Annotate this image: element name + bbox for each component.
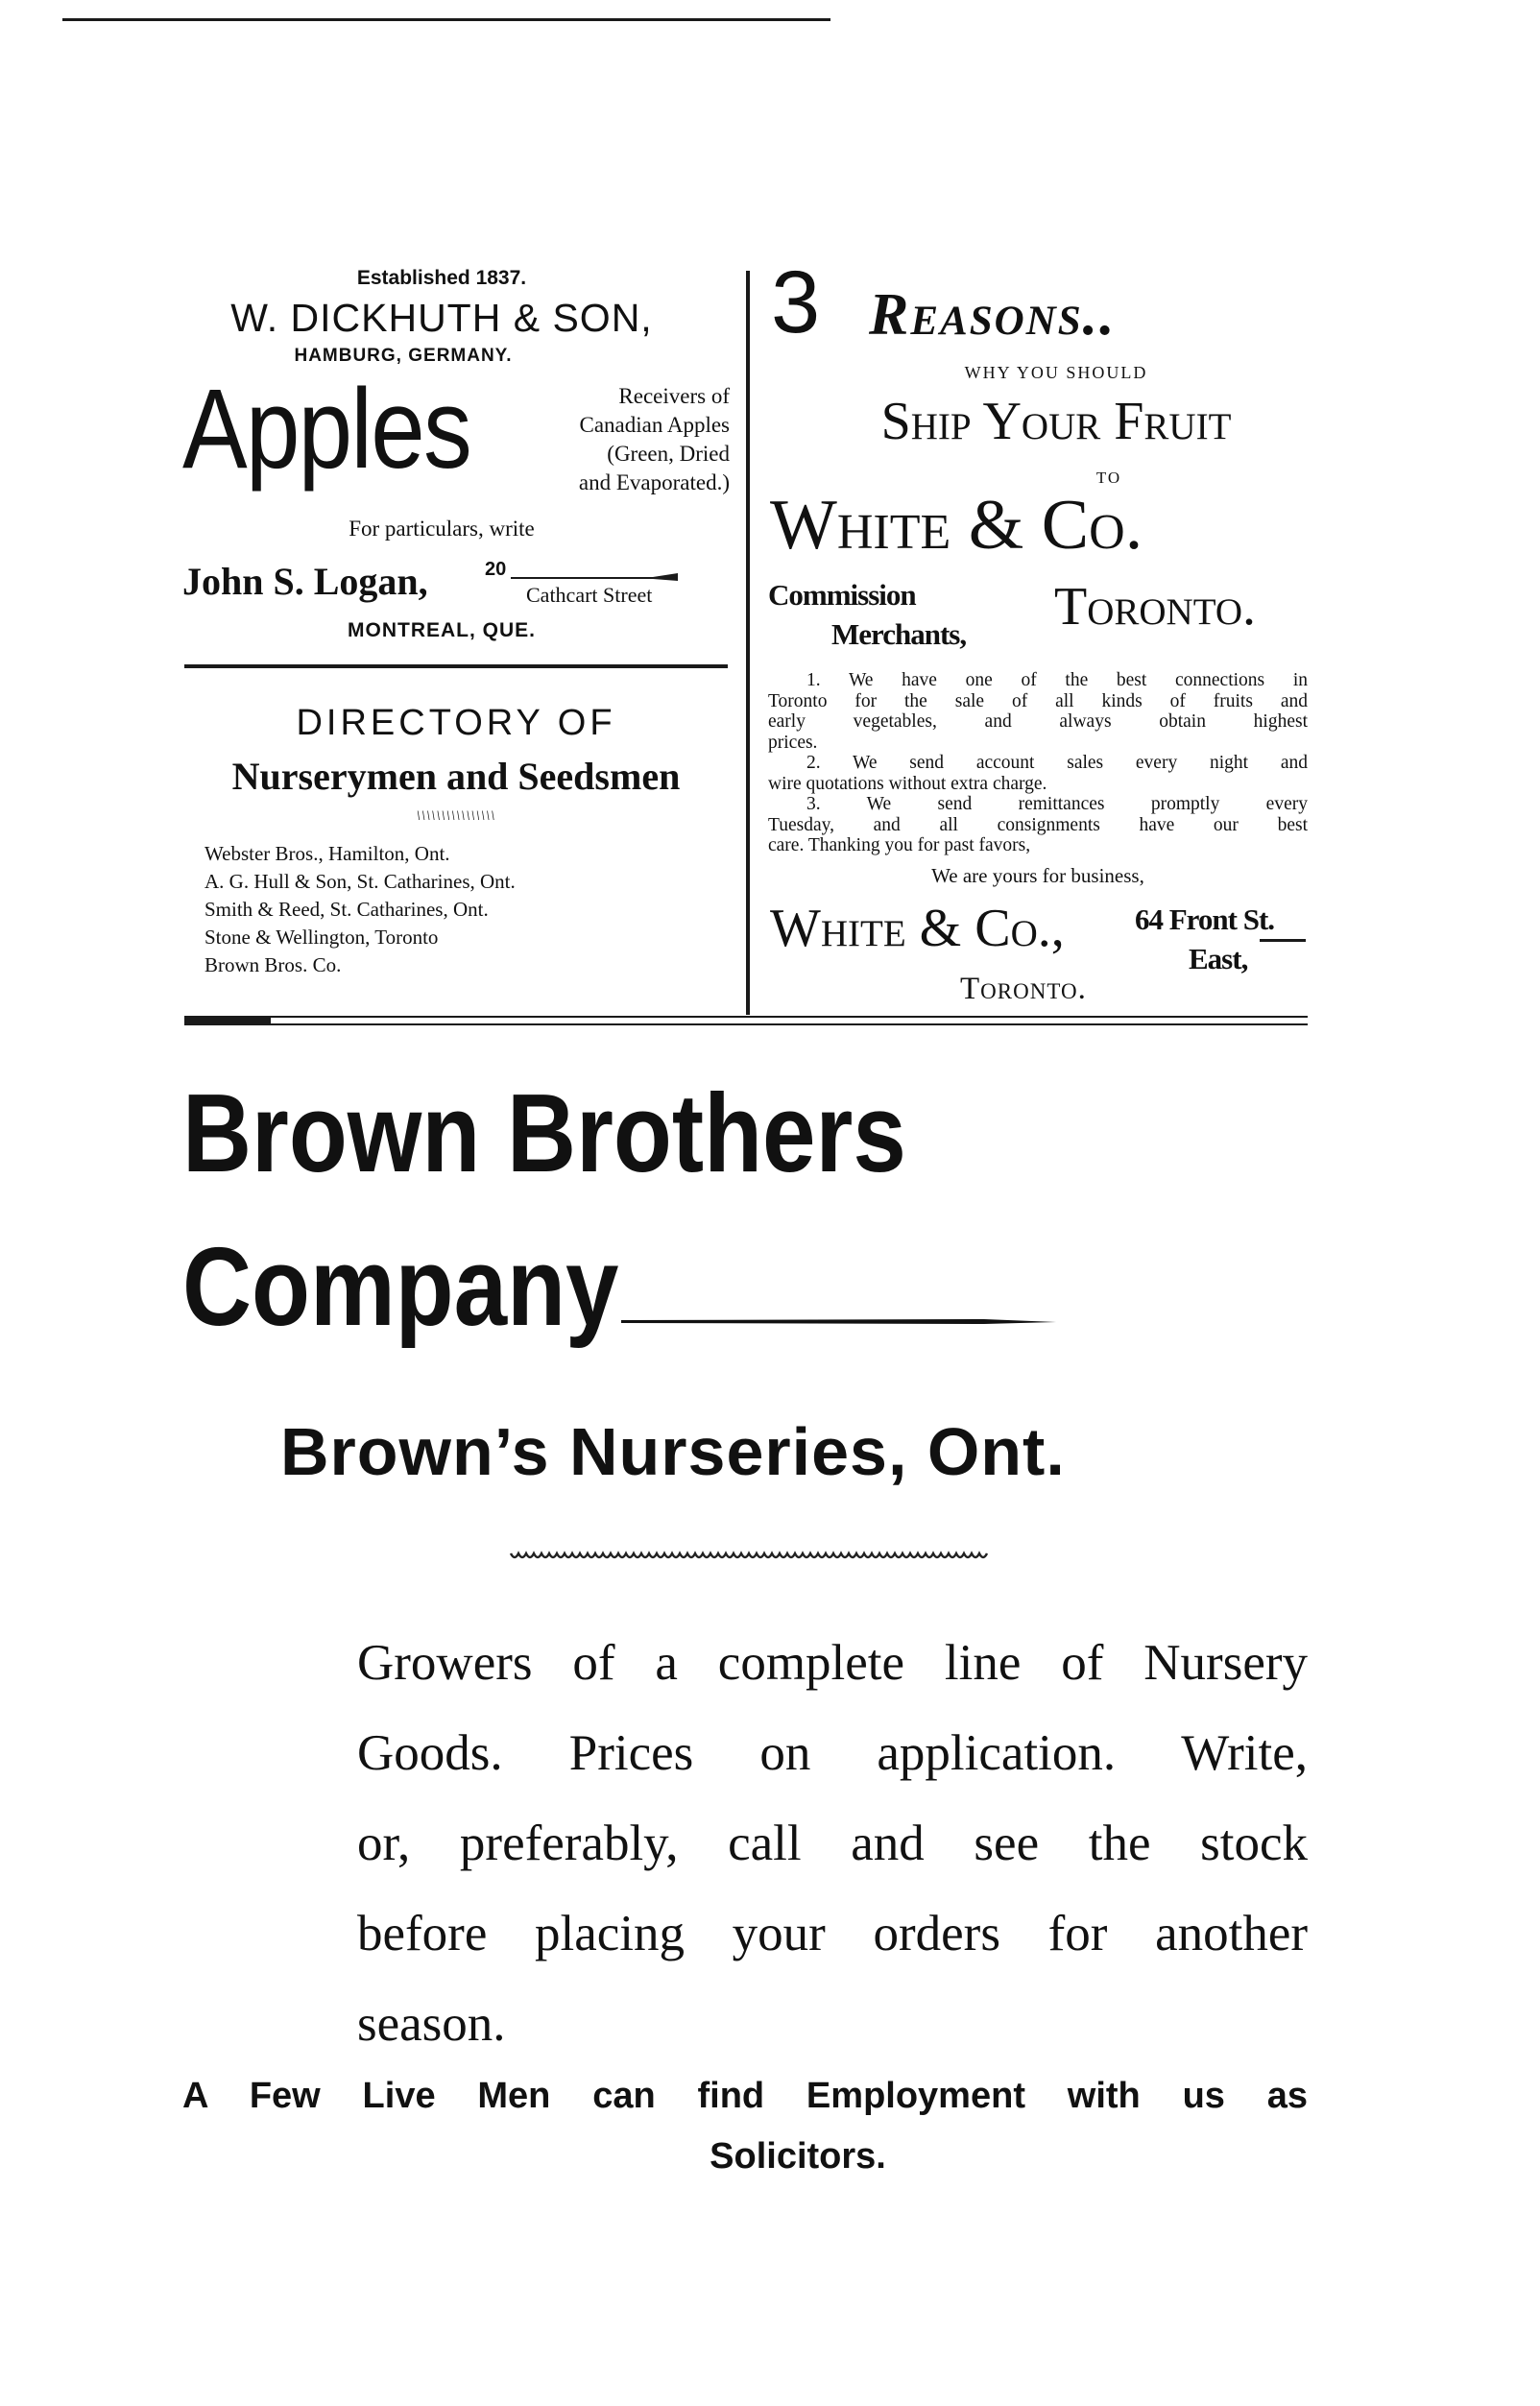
reason-line: early vegetables, and always obtain highest [768,711,1308,732]
section-rule-accent [184,1018,271,1023]
apples-headline: Apples [182,366,470,493]
directory-entry: A. G. Hull & Son, St. Catharines, Ont. [205,870,516,893]
directory-list [205,840,516,979]
address-underline [1260,939,1306,942]
section-rule-upper [184,1016,1308,1018]
established-line: Established 1837. [356,267,527,289]
wavy-ornament [509,1546,989,1565]
brown-subtitle: Brown’s Nurseries, Ont. [280,1414,1066,1489]
brown-body [357,1618,1308,2069]
directory-entry: Webster Bros., Hamilton, Ont. [205,842,450,865]
reason-line: Toronto for the sale of all kinds of fruits and [768,690,1308,711]
brown-body-line: before placing your orders for another [357,1906,1308,1961]
reasons-heading: Reasons.. [869,282,1117,348]
directory-ornament: \\\\\\\\\\\\\\\\ [416,808,496,824]
particulars-line: For particulars, write [349,517,535,541]
employment-line-2: Solicitors. [710,2136,886,2177]
reason-line: Tuesday, and all consignments have our best [768,814,1308,835]
directory-entry: Smith & Reed, St. Catharines, Ont. [205,898,489,921]
reason-line: prices. [768,732,818,753]
firm-name: W. DICKHUTH & SON, [230,296,653,340]
receivers-line: Canadian Apples [579,413,730,437]
receivers-line: and Evaporated.) [578,470,730,494]
directory-subtitle: Nurserymen and Seedsmen [231,755,681,798]
street-name: Cathcart Street [526,583,653,607]
top-rule [62,18,830,21]
ship-your-fruit: Ship Your Fruit [880,392,1232,451]
reason-line: 2. We send account sales every night and [806,753,1308,773]
left-section-rule [184,664,728,668]
reasons-number: 3 [771,253,821,351]
reason-line: 3. We send remittances promptly every [806,794,1308,814]
signature-city: Toronto. [960,972,1087,1006]
receivers-line: Receivers of [618,384,730,408]
directory-title: DIRECTORY OF [296,703,616,743]
commission-label: Commission [768,578,916,612]
reason-line: care. Thanking you for past favors, [768,835,1031,855]
agent-name: John S. Logan, [182,560,428,603]
city-line: MONTREAL, QUE. [348,619,536,641]
address-line-1: 64 Front St. [1135,902,1275,936]
closing-line: We are yours for business, [931,864,1144,887]
reasons-list [768,670,1308,856]
brown-body-line: or, preferably, call and see the stock [357,1816,1308,1871]
street-flourish [509,569,682,583]
brown-title-line-1: Brown Brothers [182,1071,906,1195]
employment-line-1: A Few Live Men can find Employment with us as [182,2076,1308,2116]
brown-body-line: Growers of a complete line of Nursery [357,1635,1308,1691]
receivers-line: (Green, Dried [607,442,730,466]
receivers-text [514,382,730,497]
firm-location: HAMBURG, GERMANY. [294,346,513,366]
to-label: TO [1095,469,1122,487]
white-co-name: White & Co. [770,486,1143,565]
reason-line: 1. We have one of the best connections in [806,670,1308,690]
company-flourish [619,1313,1061,1329]
brown-title-line-2: Company [182,1224,619,1349]
toronto-label: Toronto. [1054,577,1256,637]
brown-body-line: Goods. Prices on application. Write, [357,1725,1308,1781]
reason-line: wire quotations without extra charge. [768,773,1047,794]
why-you-should: WHY YOU SHOULD [964,363,1148,382]
signature-name: White & Co., [770,899,1065,958]
address-line-2: East, [1189,942,1248,975]
column-divider [746,271,750,1015]
directory-entry: Stone & Wellington, Toronto [205,926,439,949]
directory-entry: Brown Bros. Co. [205,953,342,976]
merchants-label: Merchants, [831,617,967,651]
brown-body-line: season. [357,1996,506,2052]
street-number: 20 [485,559,507,580]
section-rule-lower [184,1023,1308,1025]
